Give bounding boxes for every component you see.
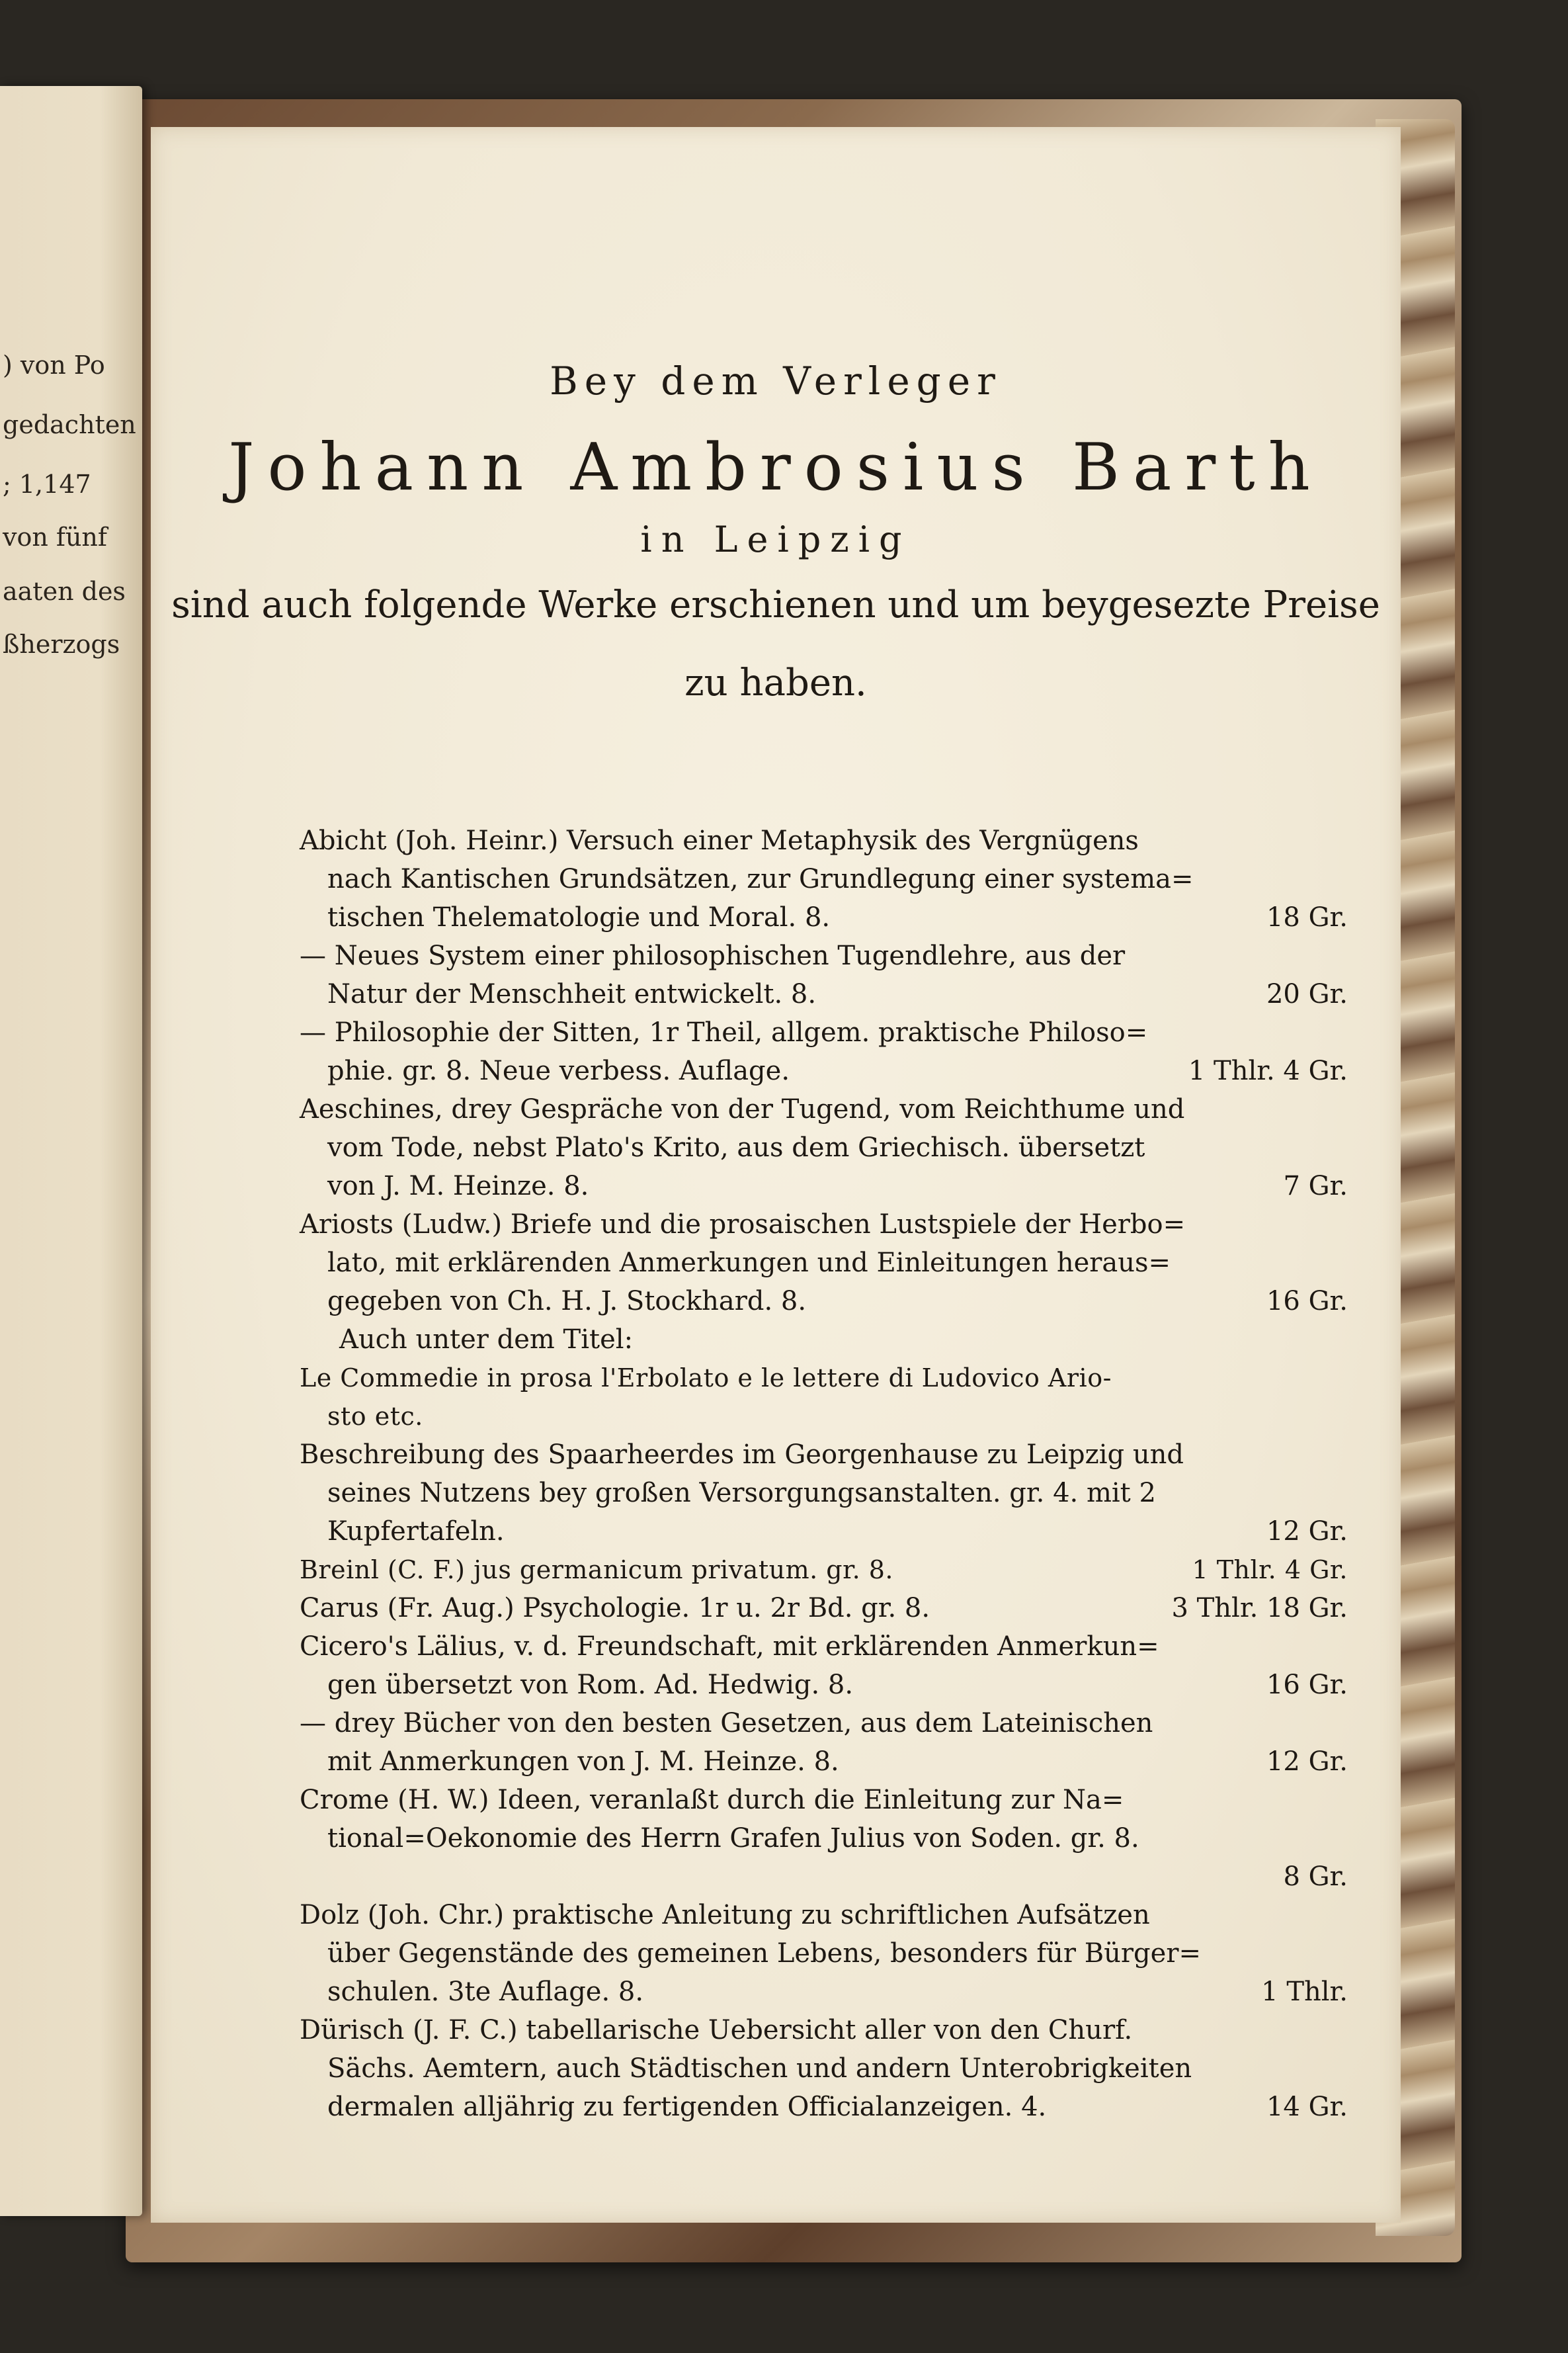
entry-text: Beschreibung des Spaarheerdes im Georgenhause zu Leipzig und	[300, 1439, 1184, 1470]
entry-text: nach Kantischen Grundsätzen, zur Grundlegung einer systema=	[327, 864, 1194, 894]
entry-text: Le Commedie in prosa l'Erbolato e le lettere di Ludovico Ario-	[300, 1363, 1112, 1392]
entry-text: Kupfertafeln.	[327, 1516, 505, 1547]
catalog-entry	[300, 1781, 1348, 1896]
entry-text: Dürisch (J. F. C.) tabellarische Uebersicht aller von den Churf.	[300, 2015, 1133, 2045]
entry-text: vom Tode, nebst Plato's Krito, aus dem Griechisch. übersetzt	[327, 1133, 1145, 1163]
header-intro-line-1: sind auch folgende Werke erschienen und um beygesezte Preise	[171, 583, 1380, 626]
header-publisher-place: in Leipzig	[640, 519, 911, 560]
catalog-entry	[300, 1704, 1348, 1781]
entry-line	[300, 1934, 1348, 1973]
entry-price: 1 Thlr. 4 Gr.	[1188, 1056, 1348, 1086]
catalog-entry	[300, 1013, 1348, 1090]
entry-text: Cicero's Lälius, v. d. Freundschaft, mit erklärenden Anmerkun=	[300, 1631, 1159, 1662]
entry-text: Natur der Menschheit entwickelt. 8.	[327, 979, 817, 1009]
catalog-entry	[300, 1090, 1348, 1205]
catalog-entry	[300, 822, 1348, 937]
header-publisher-intro: Bey dem Verleger	[550, 359, 1002, 404]
entry-line	[300, 1589, 1348, 1627]
right-page	[151, 127, 1401, 2223]
entry-line	[300, 2088, 1348, 2126]
entry-line	[300, 1129, 1348, 1167]
entry-price: 12 Gr.	[1266, 1516, 1348, 1547]
entry-text: Auch unter dem Titel:	[339, 1324, 634, 1355]
entry-price: 16 Gr.	[1266, 1286, 1348, 1316]
entry-price: 12 Gr.	[1266, 1746, 1348, 1777]
entry-line	[300, 2011, 1348, 2049]
entry-line	[300, 1167, 1348, 1205]
entry-price: 8 Gr.	[1283, 1861, 1348, 1892]
catalog-entry	[300, 2011, 1348, 2126]
entry-line	[300, 1244, 1348, 1282]
entry-text: Abicht (Joh. Heinr.) Versuch einer Metaphysik des Vergnügens	[300, 826, 1139, 856]
entry-line	[300, 1896, 1348, 1934]
entry-price: 7 Gr.	[1283, 1171, 1348, 1201]
entry-text: lato, mit erklärenden Anmerkungen und Einleitungen heraus=	[327, 1248, 1171, 1278]
catalog-entries	[300, 822, 1348, 2126]
entry-line	[300, 1858, 1348, 1896]
entry-price: 20 Gr.	[1266, 979, 1348, 1009]
entry-line	[300, 1742, 1348, 1781]
entry-line	[300, 860, 1348, 898]
entry-text: Dolz (Joh. Chr.) praktische Anleitung zu schriftlichen Aufsätzen	[300, 1900, 1150, 1930]
catalog-entry	[300, 1551, 1348, 1589]
catalog-entry	[300, 1896, 1348, 2011]
left-page-fragment: ; 1,147	[3, 470, 91, 499]
entry-text: — Neues System einer philosophischen Tugendlehre, aus der	[300, 941, 1126, 971]
left-page-fragment: gedachten	[3, 410, 136, 439]
entry-price: 18 Gr.	[1266, 902, 1348, 933]
entry-line	[300, 898, 1348, 937]
entry-text: Carus (Fr. Aug.) Psychologie. 1r u. 2r Bd. gr. 8.	[300, 1593, 930, 1623]
catalog-entry	[300, 1205, 1348, 1435]
entry-text: von J. M. Heinze. 8.	[327, 1171, 589, 1201]
entry-text: Ariosts (Ludw.) Briefe und die prosaischen Lustspiele der Herbo=	[300, 1209, 1186, 1240]
entry-line	[300, 1627, 1348, 1666]
entry-line	[300, 1052, 1348, 1090]
header-intro-line-2: zu haben.	[684, 662, 867, 705]
entry-text: — drey Bücher von den besten Gesetzen, aus dem Lateinischen	[300, 1708, 1153, 1738]
entry-text: Crome (H. W.) Ideen, veranlaßt durch die Einleitung zur Na=	[300, 1785, 1124, 1815]
entry-line	[300, 1704, 1348, 1742]
entry-text: mit Anmerkungen von J. M. Heinze. 8.	[327, 1746, 839, 1777]
entry-text: Aeschines, drey Gespräche von der Tugend, vom Reichthume und	[300, 1094, 1185, 1125]
entry-text: gegeben von Ch. H. J. Stockhard. 8.	[327, 1286, 807, 1316]
entry-line	[300, 1090, 1348, 1129]
entry-text: tional=Oekonomie des Herrn Grafen Julius von Soden. gr. 8.	[327, 1823, 1139, 1854]
entry-line	[300, 1551, 1348, 1589]
entry-line	[300, 1282, 1348, 1320]
left-page-fragment: von fünf	[3, 523, 107, 552]
entry-line	[300, 1013, 1348, 1052]
entry-text: tischen Thelematologie und Moral. 8.	[327, 902, 831, 933]
entry-text: — Philosophie der Sitten, 1r Theil, allgem. praktische Philoso=	[300, 1017, 1148, 1048]
entry-line	[300, 1435, 1348, 1474]
entry-text: phie. gr. 8. Neue verbess. Auflage.	[327, 1056, 790, 1086]
entry-text: seines Nutzens bey großen Versorgungsanstalten. gr. 4. mit 2	[327, 1478, 1156, 1508]
entry-line	[300, 975, 1348, 1013]
entry-line	[300, 1973, 1348, 2011]
entry-line	[300, 2049, 1348, 2088]
entry-text: dermalen alljährig zu fertigenden Officialanzeigen. 4.	[327, 2092, 1047, 2122]
entry-text: gen übersetzt von Rom. Ad. Hedwig. 8.	[327, 1670, 854, 1700]
catalog-entry	[300, 1435, 1348, 1551]
entry-line	[300, 1781, 1348, 1819]
entry-line	[300, 1512, 1348, 1551]
catalog-entry	[300, 1627, 1348, 1704]
entry-price: 16 Gr.	[1266, 1670, 1348, 1700]
entry-line	[300, 937, 1348, 975]
catalog-entry	[300, 1589, 1348, 1627]
entry-text: sto etc.	[327, 1402, 423, 1431]
left-page-fragment: ) von Po	[3, 351, 105, 380]
entry-line	[300, 1666, 1348, 1704]
catalog-entry	[300, 937, 1348, 1013]
entry-line	[300, 1819, 1348, 1858]
entry-text: über Gegenstände des gemeinen Lebens, besonders für Bürger=	[327, 1938, 1201, 1969]
entry-line	[300, 1397, 1348, 1435]
entry-line	[300, 1474, 1348, 1512]
entry-price: 1 Thlr. 4 Gr.	[1192, 1555, 1348, 1584]
entry-price: 3 Thlr. 18 Gr.	[1171, 1593, 1348, 1623]
entry-price: 14 Gr.	[1266, 2092, 1348, 2122]
header-publisher-name: Johann Ambrosius Barth	[228, 430, 1323, 505]
entry-price: 1 Thlr.	[1261, 1977, 1348, 2007]
entry-text: Breinl (C. F.) jus germanicum privatum. gr. 8.	[300, 1555, 894, 1584]
entry-text: Sächs. Aemtern, auch Städtischen und andern Unterobrigkeiten	[327, 2053, 1192, 2084]
entry-text: schulen. 3te Auflage. 8.	[327, 1977, 644, 2007]
left-page-fragment: aaten des	[3, 577, 126, 606]
entry-line	[300, 1359, 1348, 1397]
entry-line	[300, 822, 1348, 860]
entry-line	[300, 1320, 1348, 1359]
entry-line	[300, 1205, 1348, 1244]
left-page	[0, 86, 142, 2216]
left-page-fragment: ßherzogs	[3, 630, 120, 659]
